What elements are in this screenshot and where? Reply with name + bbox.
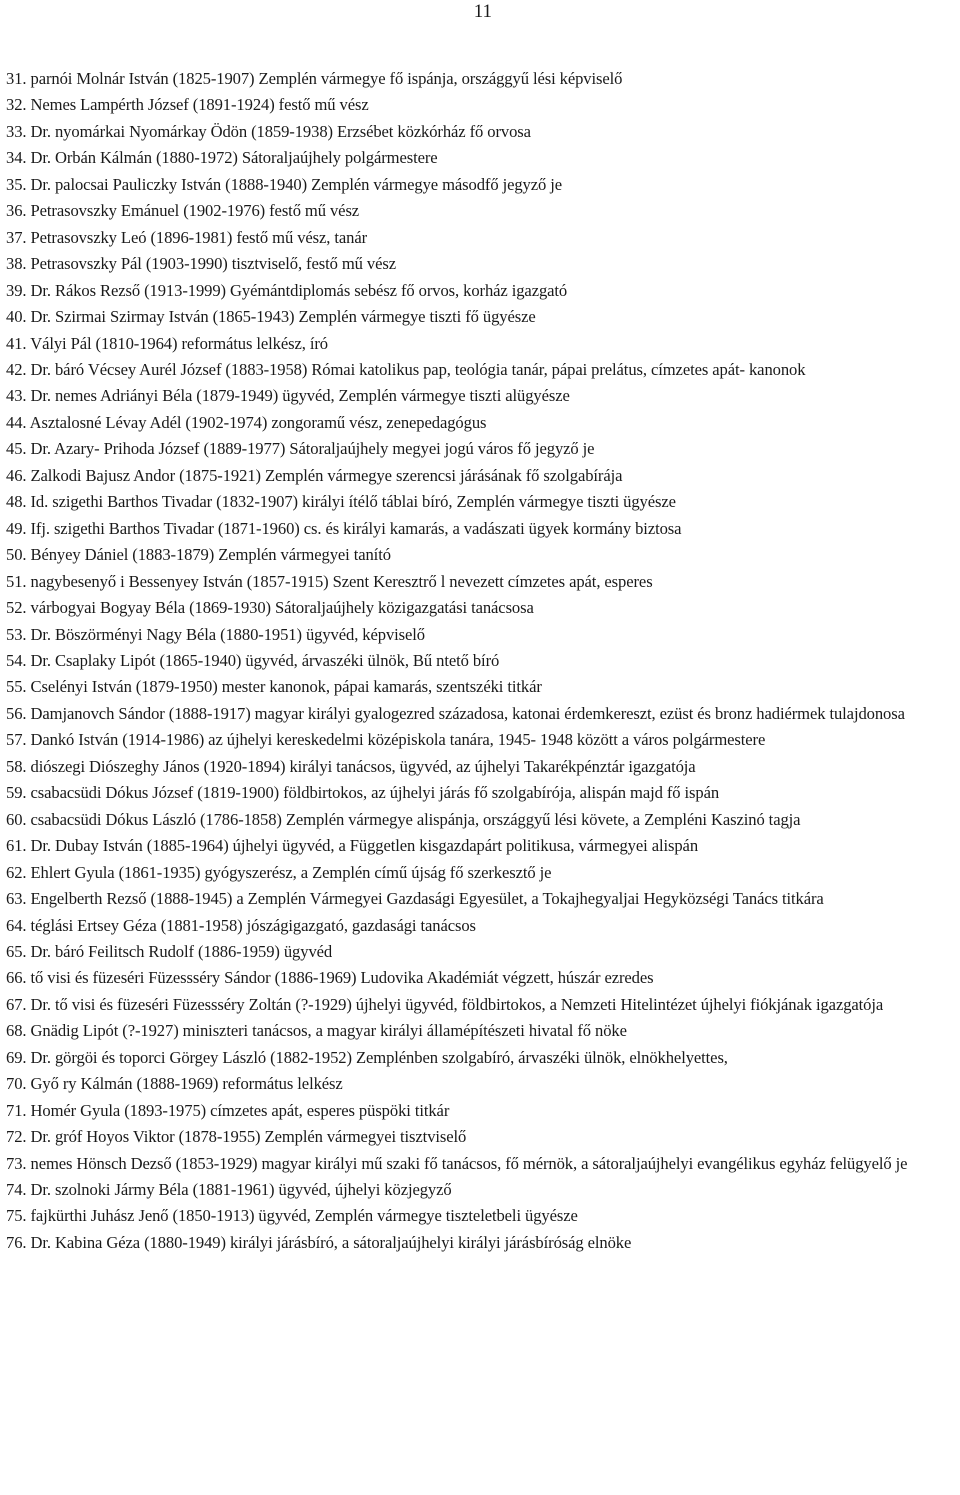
list-item: 76. Dr. Kabina Géza (1880-1949) királyi járásbíró, a sátoraljaújhelyi királyi járásbíróság elnöke [6,1232,632,1252]
list-item: 46. Zalkodi Bajusz Andor (1875-1921) Zemplén vármegye szerencsi járásának fő szolgabírája [6,465,623,485]
list-item: 65. Dr. báró Feilitsch Rudolf (1886-1959) ügyvéd [6,941,333,961]
list-item: 62. Ehlert Gyula (1861-1935) gyógyszerész, a Zemplén című újság fő szerkesztő je [6,862,552,882]
list-item: 53. Dr. Böszörményi Nagy Béla (1880-1951) ügyvéd, képviselő [6,624,426,644]
list-item: 70. Győ ry Kálmán (1888-1969) református lelkész [6,1074,343,1094]
list-item: 35. Dr. palocsai Pauliczky István (1888-1940) Zemplén vármegye másodfő jegyző je [6,174,563,194]
list-item: 38. Petrasovszky Pál (1903-1990) tisztviselő, festő mű vész [6,254,396,274]
list-item: 49. Ifj. szigethi Barthos Tivadar (1871-1960) cs. és királyi kamarás, a vadászati ügyek kormány biztosa [6,518,682,538]
list-item: 61. Dr. Dubay István (1885-1964) újhelyi ügyvéd, a Független kisgazdapárt politikusa, vármegyei alispán [6,836,699,856]
list-item: 33. Dr. nyomárkai Nyomárkay Ödön (1859-1938) Erzsébet közkórház fő orvosa [6,121,531,141]
list-item: 31. parnói Molnár István (1825-1907) Zemplén vármegye fő ispánja, országgyű lési képviselő [6,69,623,88]
list-item: 72. Dr. gróf Hoyos Viktor (1878-1955) Zemplén vármegyei tisztviselő [6,1127,467,1147]
list-item: 43. Dr. nemes Adriányi Béla (1879-1949) ügyvéd, Zemplén vármegye tiszti alügyésze [6,386,570,406]
list-item: 69. Dr. görgöi és toporci Görgey László (1882-1952) Zemplénben szolgabíró, árvaszéki ülnök, elnökhelyettes, [6,1047,728,1067]
list-item: 52. várbogyai Bogyay Béla (1869-1930) Sátoraljaújhely közigazgatási tanácsosa [6,598,534,618]
list-item: 50. Bényey Dániel (1883-1879) Zemplén vármegyei tanító [6,545,391,565]
list-item: 44. Asztalosné Lévay Adél (1902-1974) zongoramű vész, zenepedagógus [6,412,487,432]
list-item: 48. Id. szigethi Barthos Tivadar (1832-1907) királyi ítélő táblai bíró, Zemplén vármegye tiszti ügyésze [6,492,676,512]
list-item: 71. Homér Gyula (1893-1975) címzetes apát, esperes püspöki titkár [6,1100,450,1120]
list-item: 56. Damjanovch Sándor (1888-1917) magyar királyi gyalogezred századosa, katonai érdemkereszt, ezüst és bronz hadiérmek tulajdonosa [6,703,905,723]
list-item: 75. fajkürthi Juhász Jenő (1850-1913) ügyvéd, Zemplén vármegye tiszteletbeli ügyésze [6,1206,578,1226]
list-item: 40. Dr. Szirmai Szirmay István (1865-1943) Zemplén vármegye tiszti fő ügyésze [6,307,536,327]
list-item: 32. Nemes Lampérth József (1891-1924) festő mű vész [6,95,369,115]
list-item: 37. Petrasovszky Leó (1896-1981) festő mű vész, tanár [6,227,368,247]
list-item: 45. Dr. Azary- Prihoda József (1889-1977) Sátoraljaújhely megyei jogú város fő jegyző je [6,439,595,459]
entry-list [6,66,960,1256]
list-item: 63. Engelberth Rezső (1888-1945) a Zemplén Vármegyei Gazdasági Egyesület, a Tokajhegyaljai Hegyközségi Tanács titkára [6,889,824,909]
list-item: 41. Vályi Pál (1810-1964) református lelkész, író [6,333,328,353]
list-item: 68. Gnädig Lipót (?-1927) miniszteri tanácsos, a magyar királyi államépítészeti hivatal fő nöke [6,1021,627,1041]
list-item: 66. tő visi és füzeséri Füzessséry Sándor (1886-1969) Ludovika Akadémiát végzett, húszár ezredes [6,968,654,988]
list-item: 42. Dr. báró Vécsey Aurél József (1883-1958) Római katolikus pap, teológia tanár, pápai prelátus, címzetes apát- kanonok [6,359,806,379]
list-item: 74. Dr. szolnoki Jármy Béla (1881-1961) ügyvéd, újhelyi közjegyző [6,1180,452,1200]
list-item: 36. Petrasovszky Emánuel (1902-1976) festő mű vész [6,201,360,221]
list-item: 64. téglási Ertsey Géza (1881-1958) jószágigazgató, gazdasági tanácsos [6,915,476,935]
list-item: 58. diószegi Diószeghy János (1920-1894) királyi tanácsos, ügyvéd, az újhelyi Takarékpénztár igazgatója [6,756,696,776]
list-item: 51. nagybesenyő i Bessenyey István (1857-1915) Szent Keresztrő l nevezett címzetes apát, esperes [6,571,653,591]
list-item: 73. nemes Hönsch Dezső (1853-1929) magyar királyi mű szaki fő tanácsos, fő mérnök, a sátoraljaújhelyi evangélikus egyház felügyelő je [6,1153,908,1173]
list-item: 60. csabacsüdi Dókus László (1786-1858) Zemplén vármegye alispánja, országgyű lési követe, a Zempléni Kaszinó tagja [6,809,801,829]
list-item: 57. Dankó István (1914-1986) az újhelyi kereskedelmi középiskola tanára, 1945- 1948 között a város polgármestere [6,730,766,750]
list-item: 34. Dr. Orbán Kálmán (1880-1972) Sátoraljaújhely polgármestere [6,148,438,168]
list-item: 55. Cselényi István (1879-1950) mester kanonok, pápai kamarás, szentszéki titkár [6,677,542,697]
page-number: 11 [473,1,492,22]
list-item: 54. Dr. Csaplaky Lipót (1865-1940) ügyvéd, árvaszéki ülnök, Bű ntető bíró [6,650,500,670]
list-item: 67. Dr. tő visi és füzeséri Füzessséry Zoltán (?-1929) újhelyi ügyvéd, földbirtokos, a Nemzeti Hitelintézet újhelyi fiókjának igazgatója [6,994,884,1014]
list-item: 59. csabacsüdi Dókus József (1819-1900) földbirtokos, az újhelyi járás fő szolgabírója, alispán majd fő ispán [6,783,720,803]
list-item: 39. Dr. Rákos Rezső (1913-1999) Gyémántdiplomás sebész fő orvos, korház igazgató [6,280,568,300]
